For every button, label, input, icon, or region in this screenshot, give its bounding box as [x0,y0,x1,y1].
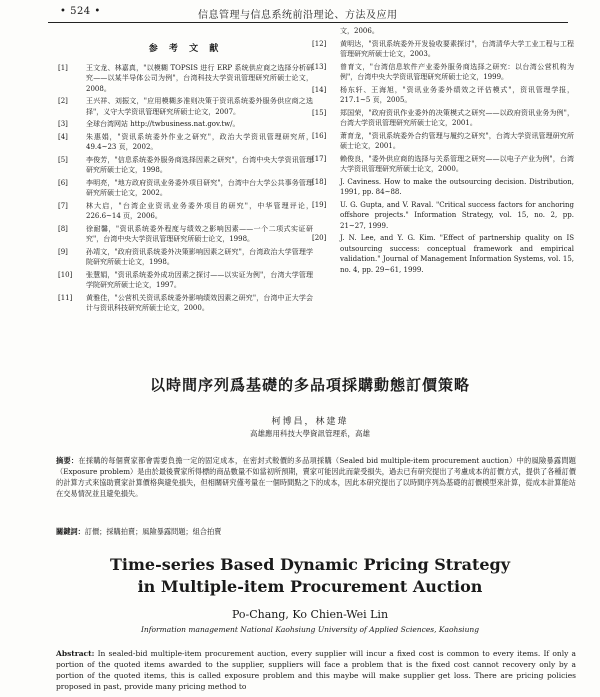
reference-number: [17] [312,154,327,163]
reference-number: [14] [312,85,327,94]
keywords-zh-text: 訂價；採購拍賣；風險暴露問題；組合拍賣 [84,527,222,536]
reference-text: 全球台湾网站 http://twbusiness.nat.gov.tw/。 [86,120,240,128]
references-heading: 参 考 文 献 [148,44,223,54]
reference-entry [58,132,313,153]
reference-text: U. G. Gupta, and V. Raval. "Critical success factors for anchoring offshore projects." Information Strategy, vol. 15, no. 2, pp. 21~27, 1999. [340,200,574,230]
reference-number: [19] [312,200,327,209]
reference-entry [312,39,574,60]
abstract-en-label: Abstract: [56,649,95,658]
abstract-en [56,648,576,692]
reference-number: [16] [312,131,327,140]
reference-entry [312,233,574,275]
reference-number: [10] [58,270,73,279]
reference-number: [3] [58,120,68,128]
reference-text: 赖俊良，"委外供应商的选择与关系管理之研究——以电子产业为例"，台湾大学资讯管理研究所硕士论文，2000。 [340,154,574,173]
reference-entry [58,247,313,268]
abstract-zh-label: 摘要： [56,456,79,465]
page-number: • 524 • [60,6,101,17]
paper-title-en-line2: in Multiple-item Procurement Auction [137,577,483,596]
keywords-zh [56,527,576,537]
reference-number: [13] [312,62,327,71]
reference-entry [58,63,313,95]
reference-number: [11] [58,293,73,302]
abstract-en-text: In sealed-bid multiple-item procurement auction, every supplier will incur a fixed cost is common to every items. If only a portion of the quoted items awarded to the supplier, suppliers will face a problem that is the fixed cost cannot recovery only by a portion of the quoted items, this is called exposure problem and this maybe will make supplier get loss. There are pricing policies proposed in past, provide many pricing method to [56,649,577,691]
reference-continuation: 文，2006。 [340,27,379,35]
reference-entry [58,96,313,117]
reference-entry [58,201,313,222]
reference-text: J. Caviness. How to make the outsourcing decision. Distribution, 1991, pp. 84~88. [340,177,574,196]
reference-entry [312,108,574,129]
reference-text: 林大启，"台湾企业资讯业务委外项目的研究"，中华管理评论，226.6~14 页，2006。 [86,201,313,220]
reference-text: 徐耐馨，"资讯系统委外程度与绩效之影响因素——一个二项式实证研究"，台湾中央大学资讯管理研究所硕士论文，1998。 [86,224,313,243]
reference-text: 郑国荣，"政府资讯作业委外的决策模式之研究——以政府资讯业务为例"，台湾大学资讯管理研究所硕士论文，2001。 [340,108,574,127]
reference-entry [58,224,313,245]
reference-text: 王兴祥、刘振文，"应用模糊多准则决策于资讯系统委外服务供应商之选择"，义守大学资讯管理研究所硕士论文，2007。 [86,97,313,116]
reference-text: 黄明达，"资讯系统委外开发验收要素探讨"，台湾清华大学工业工程与工程管理研究所硕士论文，2003。 [340,39,574,58]
reference-text: 张慧娟，"资讯系统委外成功因素之探讨——以实证为例"，台湾大学管理学院研究所硕士论文，1997。 [86,270,313,289]
keywords-zh-label: 關鍵詞： [56,527,85,536]
affiliation-zh: 高雄應用科技大學資訊管理系，高雄 [250,429,370,438]
reference-entry [312,200,574,232]
reference-number: [18] [312,177,327,186]
reference-text: 李俊芳，"信息系统委外服务商选择因素之研究"，台湾中央大学资讯管理研究所硕士论文，1998。 [86,155,313,174]
reference-text: 曾育文，"台湾信息软件产业委外服务商选择之研究：以台湾公营机构为例"，台湾中央大学资讯管理研究所硕士论文，1999。 [340,62,574,81]
reference-number: [9] [58,247,68,256]
reference-text: 李明亮，"地方政府资讯业务委外项目研究"，台湾中台大学公共事务管理研究所硕士论文，2002。 [86,178,313,197]
reference-entry [312,62,574,83]
reference-text: 朱惠娟，"资讯系统委外作业之研究"，政治大学资讯管理研究所，49.4~23 页，2002。 [86,132,313,151]
paper-title-zh: 以時間序列爲基礎的多品項採購動態訂價策略 [149,376,470,394]
reference-number: [7] [58,201,68,210]
references-right-column [312,26,574,277]
reference-text: 王文龙、林嘉真，"以模糊 TOPSIS 进行 ERP 系统供应商之选择分析研究——以某半导体公司为例"，台湾科技大学资讯管理研究所硕士论文，2008。 [86,63,313,93]
running-title: 信息管理与信息系统前沿理论、方法及应用 [198,10,398,21]
reference-entry [58,293,313,314]
reference-number: [8] [58,224,68,233]
reference-entry [312,85,574,106]
reference-text: 萧育龙，"资讯系统委外合约管理与履约之研究"，台湾大学资讯管理研究所硕士论文，2001。 [340,131,574,150]
abstract-zh [56,455,576,499]
reference-text: 孙靖文，"政府资讯系统委外决策影响因素之研究"，台湾政治大学管理学院研究所硕士论文，1998。 [86,247,313,266]
abstract-zh-text: 在採購的每個賣家都會需要負擔一定的固定成本，在密封式較價的多品項採購（Sealed bid multiple-item procurement auction）中的風險暴露問題（Exposure problem）是由於最後賣家所得標的商品數量不如當初所預期，賣家可能因此而蒙受損失，過去已有研究提出了考慮成本的訂價方式，提供了各種訂價的計算方式來協助賣家計算價格與避免損失，但相關研究僅考量在一個時間點之下的成本，因此本研究提出了以時間序列為基礎的訂價模型來計算，從成本計算能站在交易情況並且避免損失。 [56,456,576,498]
reference-text: 黄雅佳，"公营机关资讯系统委外影响绩效因素之研究"，台湾中正大学会计与资讯科技研究所硕士论文，2000。 [86,293,313,312]
reference-text: J. N. Lee, and Y. G. Kim. "Effect of partnership quality on IS outsourcing success: conceptual framework and empirical validation." Journal of Management Information Systems, vol. 15, no. 4, pp. 29~61, 1999. [340,234,574,274]
authors-zh: 柯博昌，林建瑋 [271,417,349,427]
reference-entry [58,119,313,130]
reference-text: 杨东轩、王海旭，"资讯业务委外绩效之评估模式"，资讯管理学报，217.1~5 页，2005。 [340,85,574,104]
paper-title-en-line1: Time-series Based Dynamic Pricing Strategy [109,555,511,574]
reference-entry [312,154,574,175]
reference-entry [58,155,313,176]
reference-entry [312,131,574,152]
reference-number: [1] [58,63,68,72]
reference-number: [15] [312,108,327,117]
reference-entry [58,178,313,199]
reference-number: [20] [312,234,327,242]
reference-entry [312,177,574,198]
references-left-column [58,26,313,316]
reference-number: [6] [58,178,68,187]
running-header [48,4,568,23]
authors-en: Po-Chang, Ko Chien-Wei Lin [231,608,389,621]
reference-number: [5] [58,155,68,164]
reference-number: [2] [58,97,68,105]
reference-entry [58,270,313,291]
paper-title-en [50,554,570,598]
affiliation-en: Information management National Kaohsiung University of Applied Sciences, Kaohsiung [140,625,480,634]
reference-number: [12] [312,39,327,48]
reference-number: [4] [58,132,68,141]
